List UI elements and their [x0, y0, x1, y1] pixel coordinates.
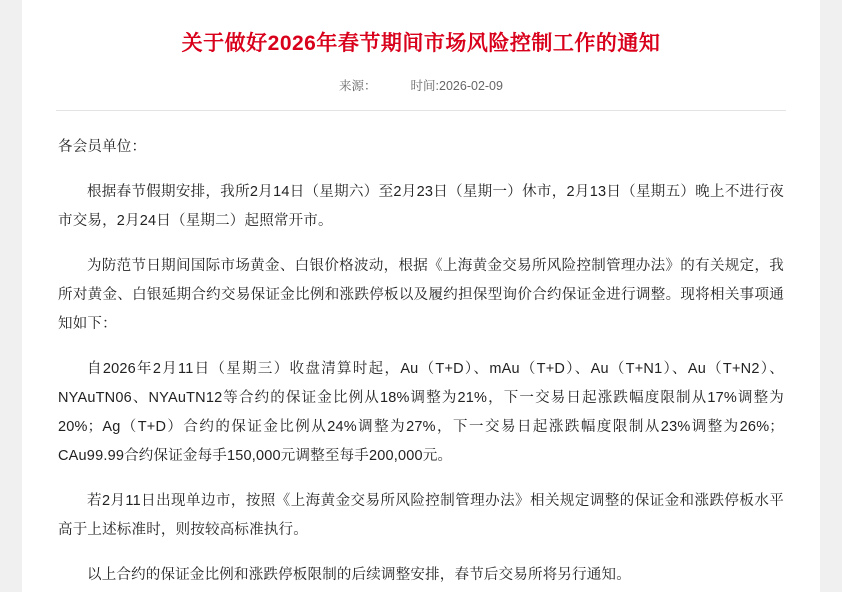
document-meta [22, 76, 820, 94]
page-title: 关于做好2026年春节期间市场风险控制工作的通知 [181, 32, 661, 55]
right-margin-rail [820, 0, 842, 592]
paragraph-risk-background: 为防范节日期间国际市场黄金、白银价格波动，根据《上海黄金交易所风险控制管理办法》的有关规定，我所对黄金、白银延期合约交易保证金比例和涨跌停板以及履约担保型询价合约保证金进行调整。现将相关事项通知如下： [58, 257, 784, 332]
paragraph-margin-adjustments: 自2026年2月11日（星期三）收盘清算时起，Au（T+D）、mAu（T+D）、Au（T+N1）、Au（T+N2）、NYAuTN06、NYAuTN12等合约的保证金比例从18%调整为21%，下一交易日起涨跌幅度限制从17%调整为20%；Ag（T+D）合约的保证金比例从24%调整为27%，下一交易日起涨跌幅度限制从23%调整为26%；CAu99.99合约保证金每手150,000元调整至每手200,000元。 [58, 360, 784, 464]
paragraph-salutation: 各会员单位： [58, 138, 147, 155]
source-label: 来源： [339, 78, 377, 93]
paragraph-holiday-schedule: 根据春节假期安排，我所2月14日（星期六）至2月23日（星期一）休市，2月13日（星期五）晚上不进行夜市交易，2月24日（星期二）起照常开市。 [58, 183, 784, 229]
paragraph-future-notice: 以上合约的保证金比例和涨跌停板限制的后续调整安排，春节后交易所将另行通知。 [87, 566, 631, 583]
paragraph-one-sided-market: 若2月11日出现单边市，按照《上海黄金交易所风险控制管理办法》相关规定调整的保证金和涨跌停板水平高于上述标准时，则按较高标准执行。 [58, 492, 784, 538]
publish-time: 时间:2026-02-09 [410, 78, 503, 93]
document-content [22, 0, 820, 592]
left-margin-rail [0, 0, 22, 592]
document-body [22, 111, 820, 590]
